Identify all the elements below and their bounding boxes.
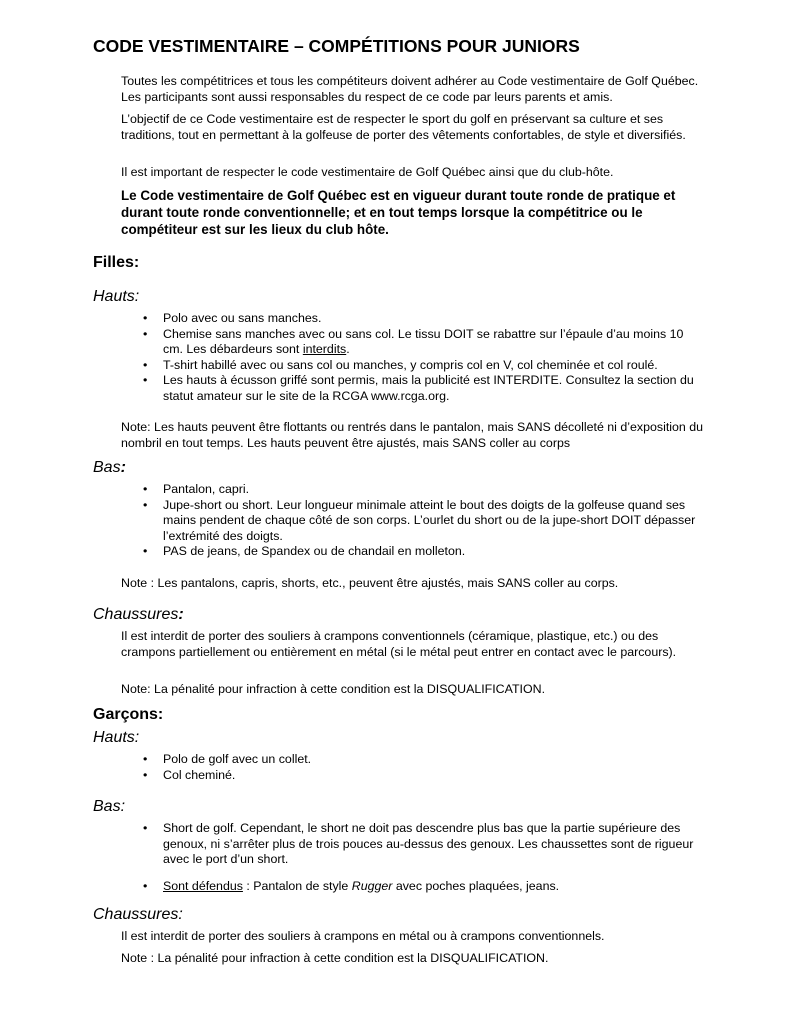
subheading-colon: :: [120, 459, 126, 476]
page-title: CODE VESTIMENTAIRE – COMPÉTITIONS POUR JUNIORS: [93, 36, 580, 56]
garcons-chaussures-text: Il est interdit de porter des souliers à crampons en métal ou à crampons conventionnels.: [121, 929, 605, 943]
list-item: • Col cheminé.: [143, 768, 703, 784]
italic-text: Rugger: [351, 878, 393, 893]
garcons-chaussures-note: Note : La pénalité pour infraction à cette condition est la DISQUALIFICATION.: [121, 951, 549, 965]
subheading-garcons-chaussures: Chaussures:: [93, 906, 183, 923]
list-item-text: : Pantalon de style: [242, 878, 352, 893]
list-item: • Pantalon, capri.: [143, 482, 703, 498]
list-item: • Polo avec ou sans manches.: [143, 311, 703, 327]
list-item: • Short de golf. Cependant, le short ne doit pas descendre plus bas que la partie supérieure des genoux, ni s’arrêter plus de trois pouces au-dessus des genoux. Les chaussettes sont de rigueur avec le port d’un short.: [143, 821, 703, 868]
list-item-text: Chemise sans manches avec ou sans col. Le tissu DOIT se rabattre sur l’épaule d’au moins 10 cm. Les débardeurs sont: [163, 326, 684, 356]
subheading-filles-hauts: Hauts:: [93, 288, 140, 305]
filles-hauts-list: [143, 311, 703, 404]
underlined-text: Sont défendus: [163, 878, 243, 893]
intro-paragraph-1: Toutes les compétitrices et tous les compétiteurs doivent adhérer au Code vestimentaire de Golf Québec. Les participants sont aussi responsables du respect de ce code par leurs parents et amis.: [121, 74, 699, 104]
subheading-text: Chaussures: [93, 606, 179, 623]
subheading-garcons-hauts: Hauts:: [93, 729, 140, 746]
subheading-filles-chaussures: [93, 606, 184, 624]
filles-hauts-note: Note: Les hauts peuvent être flottants ou rentrés dans le pantalon, mais SANS décolleté ni d’exposition du nombril en tout temps. Les hauts peuvent être ajustés, mais SANS coller au corps: [121, 420, 704, 450]
subheading-text: Bas: [93, 459, 121, 476]
intro-paragraph-3: Il est important de respecter le code vestimentaire de Golf Québec ainsi que du club-hôte.: [121, 165, 614, 179]
subheading-garcons-bas: Bas:: [93, 798, 126, 815]
garcons-bas-list: [143, 821, 703, 894]
intro-paragraph-bold: Le Code vestimentaire de Golf Québec est en vigueur durant toute ronde de pratique et durant toute ronde conventionnelle; et en tout temps lorsque la compétitrice ou le compétiteur est sur les lieux du club hôte.: [121, 188, 676, 237]
section-heading-garcons: Garçons:: [93, 706, 164, 723]
underlined-text: interdits: [302, 342, 347, 356]
list-item: [143, 327, 703, 358]
subheading-colon: :: [178, 606, 184, 623]
section-heading-filles: Filles:: [93, 254, 140, 271]
list-item: • PAS de jeans, de Spandex ou de chandail en molleton.: [143, 544, 703, 560]
filles-chaussures-note: Note: La pénalité pour infraction à cette condition est la DISQUALIFICATION.: [121, 682, 546, 696]
filles-bas-note: Note : Les pantalons, capris, shorts, etc., peuvent être ajustés, mais SANS coller au corps.: [121, 576, 619, 590]
intro-paragraph-2: L’objectif de ce Code vestimentaire est de respecter le sport du golf en préservant sa culture et ses traditions, tout en permettant à la golfeuse de porter des vêtements confortables, de style et diversifiés.: [121, 112, 686, 142]
list-item-end: .: [346, 342, 350, 356]
list-item: [143, 879, 703, 895]
filles-chaussures-text: Il est interdit de porter des souliers à crampons conventionnels (céramique, plastique, etc.) ou des crampons partiellement ou entièrement en métal (si le métal peut entrer en contact avec le parcours).: [121, 629, 677, 659]
list-item: • Les hauts à écusson griffé sont permis, mais la publicité est INTERDITE. Consultez la section du statut amateur sur le site de la RCGA www.rcga.org.: [143, 373, 703, 404]
filles-bas-list: [143, 482, 703, 560]
list-item: • Polo de golf avec un collet.: [143, 752, 703, 768]
garcons-hauts-list: [143, 752, 703, 783]
list-item: • Jupe-short ou short. Leur longueur minimale atteint le bout des doigts de la golfeuse quand ses mains pendent de chaque côté de son corps. L’ourlet du short ou de la jupe-short DOIT dépasser l’extrémité des doigts.: [143, 498, 703, 545]
list-item-end: avec poches plaquées, jeans.: [392, 878, 560, 893]
subheading-filles-bas: [93, 459, 126, 477]
list-item: • T-shirt habillé avec ou sans col ou manches, y compris col en V, col cheminée et col roulé.: [143, 358, 703, 374]
